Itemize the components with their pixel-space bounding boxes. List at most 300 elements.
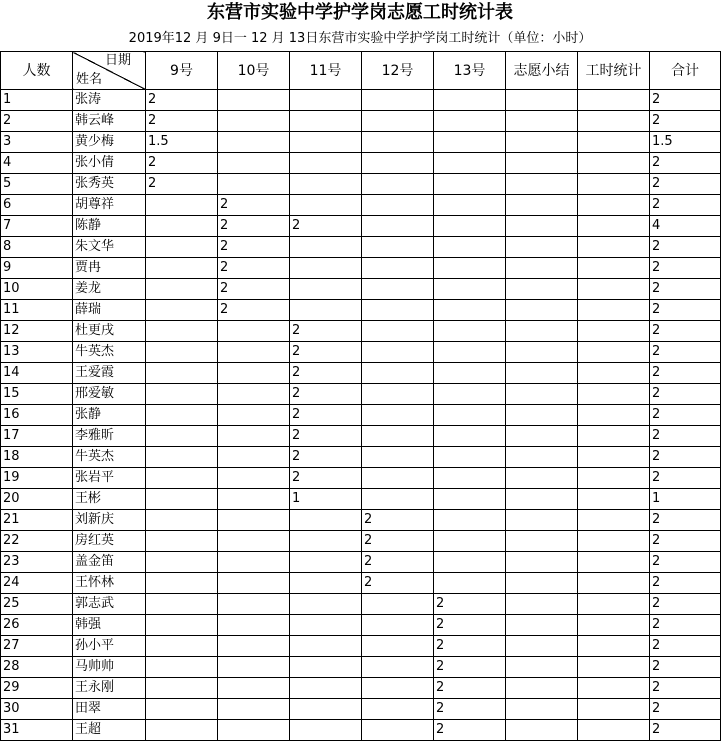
name-cell[interactable]: 张岩平 [73,468,146,489]
total-cell[interactable]: 2 [650,342,721,363]
total-cell[interactable]: 2 [650,720,721,741]
summary-cell[interactable] [506,678,578,699]
hours-cell[interactable] [578,447,650,468]
day-hours-cell[interactable] [218,552,290,573]
day-hours-cell[interactable]: 2 [434,720,506,741]
day-hours-cell[interactable] [146,720,218,741]
day-hours-cell[interactable] [434,468,506,489]
day-hours-cell[interactable] [290,510,362,531]
row-number-cell[interactable]: 23 [1,552,73,573]
day-hours-cell[interactable] [290,279,362,300]
hours-cell[interactable] [578,573,650,594]
day-hours-cell[interactable] [362,174,434,195]
summary-cell[interactable] [506,258,578,279]
day-hours-cell[interactable]: 2 [146,174,218,195]
day-hours-cell[interactable] [362,678,434,699]
day-hours-cell[interactable] [362,447,434,468]
hours-cell[interactable] [578,216,650,237]
day-hours-cell[interactable] [218,510,290,531]
day-hours-cell[interactable] [218,468,290,489]
header-date-name[interactable] [73,52,146,90]
row-number-cell[interactable]: 3 [1,132,73,153]
day-hours-cell[interactable]: 2 [434,615,506,636]
day-hours-cell[interactable] [218,636,290,657]
day-hours-cell[interactable] [434,342,506,363]
total-cell[interactable]: 2 [650,510,721,531]
summary-cell[interactable] [506,426,578,447]
day-hours-cell[interactable] [290,237,362,258]
day-hours-cell[interactable] [218,174,290,195]
day-hours-cell[interactable] [362,699,434,720]
row-number-cell[interactable]: 7 [1,216,73,237]
total-cell[interactable]: 2 [650,321,721,342]
hours-cell[interactable] [578,195,650,216]
row-number-cell[interactable]: 21 [1,510,73,531]
day-hours-cell[interactable] [218,699,290,720]
day-hours-cell[interactable] [362,237,434,258]
day-hours-cell[interactable] [362,636,434,657]
hours-cell[interactable] [578,720,650,741]
day-hours-cell[interactable]: 2 [362,510,434,531]
day-hours-cell[interactable]: 2 [290,321,362,342]
day-hours-cell[interactable] [434,237,506,258]
day-hours-cell[interactable] [290,90,362,111]
day-hours-cell[interactable] [434,174,506,195]
summary-cell[interactable] [506,720,578,741]
day-hours-cell[interactable] [146,216,218,237]
day-hours-cell[interactable]: 2 [218,216,290,237]
day-hours-cell[interactable] [434,363,506,384]
row-number-cell[interactable]: 5 [1,174,73,195]
day-hours-cell[interactable] [146,468,218,489]
day-hours-cell[interactable] [290,132,362,153]
day-hours-cell[interactable] [218,384,290,405]
total-cell[interactable]: 2 [650,657,721,678]
hours-cell[interactable] [578,405,650,426]
name-cell[interactable]: 王超 [73,720,146,741]
day-hours-cell[interactable] [146,279,218,300]
day-hours-cell[interactable] [290,594,362,615]
summary-cell[interactable] [506,342,578,363]
day-hours-cell[interactable] [362,216,434,237]
name-cell[interactable]: 王彬 [73,489,146,510]
header-day-11[interactable]: 11号 [290,52,362,90]
day-hours-cell[interactable] [146,636,218,657]
day-hours-cell[interactable]: 2 [218,279,290,300]
day-hours-cell[interactable]: 2 [146,90,218,111]
name-cell[interactable]: 张秀英 [73,174,146,195]
summary-cell[interactable] [506,405,578,426]
day-hours-cell[interactable] [290,573,362,594]
row-number-cell[interactable]: 19 [1,468,73,489]
summary-cell[interactable] [506,153,578,174]
day-hours-cell[interactable] [290,552,362,573]
row-number-cell[interactable]: 31 [1,720,73,741]
total-cell[interactable]: 4 [650,216,721,237]
day-hours-cell[interactable] [434,531,506,552]
name-cell[interactable]: 李雅昕 [73,426,146,447]
day-hours-cell[interactable] [362,279,434,300]
day-hours-cell[interactable]: 2 [362,552,434,573]
day-hours-cell[interactable] [146,678,218,699]
total-cell[interactable]: 2 [650,111,721,132]
hours-cell[interactable] [578,678,650,699]
total-cell[interactable]: 2 [650,237,721,258]
day-hours-cell[interactable] [218,447,290,468]
row-number-cell[interactable]: 13 [1,342,73,363]
day-hours-cell[interactable]: 2 [362,573,434,594]
name-cell[interactable]: 胡尊祥 [73,195,146,216]
name-cell[interactable]: 刘新庆 [73,510,146,531]
day-hours-cell[interactable] [362,363,434,384]
day-hours-cell[interactable]: 2 [290,468,362,489]
day-hours-cell[interactable] [434,279,506,300]
day-hours-cell[interactable] [362,90,434,111]
total-cell[interactable]: 2 [650,279,721,300]
day-hours-cell[interactable] [290,678,362,699]
hours-cell[interactable] [578,510,650,531]
day-hours-cell[interactable] [434,405,506,426]
day-hours-cell[interactable] [362,468,434,489]
day-hours-cell[interactable]: 2 [434,678,506,699]
day-hours-cell[interactable] [218,615,290,636]
day-hours-cell[interactable]: 2 [290,405,362,426]
day-hours-cell[interactable] [362,300,434,321]
day-hours-cell[interactable] [290,174,362,195]
day-hours-cell[interactable] [146,342,218,363]
row-number-cell[interactable]: 27 [1,636,73,657]
day-hours-cell[interactable] [146,510,218,531]
total-cell[interactable]: 2 [650,195,721,216]
hours-cell[interactable] [578,111,650,132]
day-hours-cell[interactable] [362,111,434,132]
day-hours-cell[interactable] [218,657,290,678]
row-number-cell[interactable]: 4 [1,153,73,174]
name-cell[interactable]: 房红英 [73,531,146,552]
day-hours-cell[interactable] [434,384,506,405]
day-hours-cell[interactable] [434,489,506,510]
day-hours-cell[interactable]: 2 [218,300,290,321]
header-day-10[interactable]: 10号 [218,52,290,90]
day-hours-cell[interactable]: 1.5 [146,132,218,153]
day-hours-cell[interactable] [146,426,218,447]
day-hours-cell[interactable] [146,699,218,720]
day-hours-cell[interactable]: 2 [290,363,362,384]
day-hours-cell[interactable] [290,531,362,552]
total-cell[interactable]: 2 [650,552,721,573]
total-cell[interactable]: 2 [650,405,721,426]
day-hours-cell[interactable] [218,153,290,174]
header-summary[interactable]: 志愿小结 [506,52,578,90]
summary-cell[interactable] [506,300,578,321]
summary-cell[interactable] [506,510,578,531]
row-number-cell[interactable]: 12 [1,321,73,342]
row-number-cell[interactable]: 10 [1,279,73,300]
header-hours[interactable]: 工时统计 [578,52,650,90]
day-hours-cell[interactable] [434,447,506,468]
day-hours-cell[interactable] [146,447,218,468]
day-hours-cell[interactable] [362,342,434,363]
header-total[interactable]: 合计 [650,52,721,90]
summary-cell[interactable] [506,90,578,111]
total-cell[interactable]: 2 [650,384,721,405]
row-number-cell[interactable]: 14 [1,363,73,384]
day-hours-cell[interactable] [362,489,434,510]
row-number-cell[interactable]: 28 [1,657,73,678]
total-cell[interactable]: 2 [650,426,721,447]
name-cell[interactable]: 贾冉 [73,258,146,279]
row-number-cell[interactable]: 25 [1,594,73,615]
total-cell[interactable]: 2 [650,90,721,111]
day-hours-cell[interactable] [290,699,362,720]
hours-cell[interactable] [578,363,650,384]
summary-cell[interactable] [506,111,578,132]
day-hours-cell[interactable]: 2 [434,594,506,615]
summary-cell[interactable] [506,594,578,615]
day-hours-cell[interactable] [146,237,218,258]
summary-cell[interactable] [506,216,578,237]
day-hours-cell[interactable]: 2 [362,531,434,552]
day-hours-cell[interactable] [218,594,290,615]
row-number-cell[interactable]: 26 [1,615,73,636]
name-cell[interactable]: 马帅帅 [73,657,146,678]
day-hours-cell[interactable] [290,636,362,657]
day-hours-cell[interactable] [362,615,434,636]
day-hours-cell[interactable]: 2 [290,342,362,363]
day-hours-cell[interactable] [434,573,506,594]
summary-cell[interactable] [506,174,578,195]
header-day-13[interactable]: 13号 [434,52,506,90]
row-number-cell[interactable]: 1 [1,90,73,111]
day-hours-cell[interactable] [218,342,290,363]
name-cell[interactable]: 杜更戌 [73,321,146,342]
row-number-cell[interactable]: 18 [1,447,73,468]
hours-cell[interactable] [578,615,650,636]
day-hours-cell[interactable] [434,153,506,174]
name-cell[interactable]: 韩云峰 [73,111,146,132]
row-number-cell[interactable]: 29 [1,678,73,699]
row-number-cell[interactable]: 22 [1,531,73,552]
hours-cell[interactable] [578,489,650,510]
name-cell[interactable]: 牛英杰 [73,447,146,468]
name-cell[interactable]: 黄少梅 [73,132,146,153]
day-hours-cell[interactable] [218,90,290,111]
name-cell[interactable]: 郭志武 [73,594,146,615]
row-number-cell[interactable]: 17 [1,426,73,447]
hours-cell[interactable] [578,237,650,258]
day-hours-cell[interactable] [218,573,290,594]
header-index[interactable]: 人数 [1,52,73,90]
day-hours-cell[interactable]: 2 [218,195,290,216]
day-hours-cell[interactable] [146,384,218,405]
row-number-cell[interactable]: 11 [1,300,73,321]
day-hours-cell[interactable] [218,531,290,552]
day-hours-cell[interactable] [218,489,290,510]
total-cell[interactable]: 2 [650,531,721,552]
hours-cell[interactable] [578,342,650,363]
day-hours-cell[interactable] [218,321,290,342]
row-number-cell[interactable]: 24 [1,573,73,594]
day-hours-cell[interactable]: 2 [218,258,290,279]
day-hours-cell[interactable] [434,111,506,132]
day-hours-cell[interactable] [290,657,362,678]
day-hours-cell[interactable] [146,195,218,216]
day-hours-cell[interactable] [362,594,434,615]
total-cell[interactable]: 2 [650,258,721,279]
day-hours-cell[interactable] [362,720,434,741]
header-day-12[interactable]: 12号 [362,52,434,90]
summary-cell[interactable] [506,468,578,489]
hours-cell[interactable] [578,636,650,657]
total-cell[interactable]: 2 [650,174,721,195]
day-hours-cell[interactable] [434,195,506,216]
name-cell[interactable]: 张静 [73,405,146,426]
total-cell[interactable]: 2 [650,153,721,174]
summary-cell[interactable] [506,279,578,300]
name-cell[interactable]: 牛英杰 [73,342,146,363]
day-hours-cell[interactable] [434,510,506,531]
day-hours-cell[interactable]: 1 [290,489,362,510]
summary-cell[interactable] [506,237,578,258]
total-cell[interactable]: 2 [650,468,721,489]
summary-cell[interactable] [506,489,578,510]
day-hours-cell[interactable] [218,132,290,153]
row-number-cell[interactable]: 30 [1,699,73,720]
summary-cell[interactable] [506,531,578,552]
name-cell[interactable]: 王永刚 [73,678,146,699]
total-cell[interactable]: 2 [650,615,721,636]
summary-cell[interactable] [506,615,578,636]
hours-cell[interactable] [578,699,650,720]
summary-cell[interactable] [506,657,578,678]
day-hours-cell[interactable]: 2 [290,447,362,468]
total-cell[interactable]: 2 [650,678,721,699]
total-cell[interactable]: 2 [650,363,721,384]
total-cell[interactable]: 2 [650,447,721,468]
day-hours-cell[interactable] [146,363,218,384]
name-cell[interactable]: 张小倩 [73,153,146,174]
day-hours-cell[interactable] [362,426,434,447]
hours-cell[interactable] [578,300,650,321]
name-cell[interactable]: 韩强 [73,615,146,636]
total-cell[interactable]: 2 [650,699,721,720]
summary-cell[interactable] [506,363,578,384]
day-hours-cell[interactable] [218,426,290,447]
day-hours-cell[interactable] [434,426,506,447]
day-hours-cell[interactable] [434,90,506,111]
hours-cell[interactable] [578,132,650,153]
hours-cell[interactable] [578,426,650,447]
day-hours-cell[interactable] [146,405,218,426]
day-hours-cell[interactable] [218,678,290,699]
summary-cell[interactable] [506,699,578,720]
row-number-cell[interactable]: 9 [1,258,73,279]
day-hours-cell[interactable]: 2 [290,426,362,447]
summary-cell[interactable] [506,384,578,405]
day-hours-cell[interactable] [434,552,506,573]
row-number-cell[interactable]: 6 [1,195,73,216]
day-hours-cell[interactable] [146,258,218,279]
day-hours-cell[interactable] [290,615,362,636]
name-cell[interactable]: 张涛 [73,90,146,111]
day-hours-cell[interactable] [290,258,362,279]
summary-cell[interactable] [506,447,578,468]
day-hours-cell[interactable] [218,111,290,132]
day-hours-cell[interactable] [362,153,434,174]
day-hours-cell[interactable]: 2 [218,237,290,258]
day-hours-cell[interactable] [146,552,218,573]
name-cell[interactable]: 姜龙 [73,279,146,300]
day-hours-cell[interactable] [434,321,506,342]
hours-cell[interactable] [578,90,650,111]
day-hours-cell[interactable] [362,321,434,342]
name-cell[interactable]: 朱文华 [73,237,146,258]
total-cell[interactable]: 2 [650,636,721,657]
day-hours-cell[interactable]: 2 [146,111,218,132]
hours-cell[interactable] [578,279,650,300]
summary-cell[interactable] [506,552,578,573]
summary-cell[interactable] [506,573,578,594]
hours-cell[interactable] [578,384,650,405]
total-cell[interactable]: 1.5 [650,132,721,153]
day-hours-cell[interactable] [362,258,434,279]
summary-cell[interactable] [506,195,578,216]
day-hours-cell[interactable] [362,405,434,426]
day-hours-cell[interactable]: 2 [434,657,506,678]
day-hours-cell[interactable] [146,615,218,636]
day-hours-cell[interactable] [218,363,290,384]
day-hours-cell[interactable] [218,720,290,741]
name-cell[interactable]: 田翠 [73,699,146,720]
summary-cell[interactable] [506,321,578,342]
day-hours-cell[interactable] [146,321,218,342]
total-cell[interactable]: 2 [650,300,721,321]
name-cell[interactable]: 邢爱敏 [73,384,146,405]
day-hours-cell[interactable] [362,195,434,216]
day-hours-cell[interactable] [434,132,506,153]
day-hours-cell[interactable] [434,300,506,321]
day-hours-cell[interactable] [362,657,434,678]
day-hours-cell[interactable] [146,489,218,510]
hours-cell[interactable] [578,258,650,279]
day-hours-cell[interactable]: 2 [290,384,362,405]
hours-cell[interactable] [578,321,650,342]
name-cell[interactable]: 盖金笛 [73,552,146,573]
name-cell[interactable]: 王怀林 [73,573,146,594]
hours-cell[interactable] [578,153,650,174]
day-hours-cell[interactable]: 2 [290,216,362,237]
day-hours-cell[interactable] [290,720,362,741]
day-hours-cell[interactable]: 2 [434,636,506,657]
row-number-cell[interactable]: 8 [1,237,73,258]
day-hours-cell[interactable] [290,300,362,321]
day-hours-cell[interactable] [362,384,434,405]
day-hours-cell[interactable] [146,573,218,594]
day-hours-cell[interactable] [146,531,218,552]
total-cell[interactable]: 2 [650,594,721,615]
day-hours-cell[interactable]: 2 [434,699,506,720]
day-hours-cell[interactable] [434,216,506,237]
row-number-cell[interactable]: 2 [1,111,73,132]
day-hours-cell[interactable] [290,111,362,132]
name-cell[interactable]: 王爱霞 [73,363,146,384]
day-hours-cell[interactable] [146,594,218,615]
name-cell[interactable]: 薛瑞 [73,300,146,321]
header-day-9[interactable]: 9号 [146,52,218,90]
total-cell[interactable]: 2 [650,573,721,594]
hours-cell[interactable] [578,531,650,552]
day-hours-cell[interactable] [290,195,362,216]
